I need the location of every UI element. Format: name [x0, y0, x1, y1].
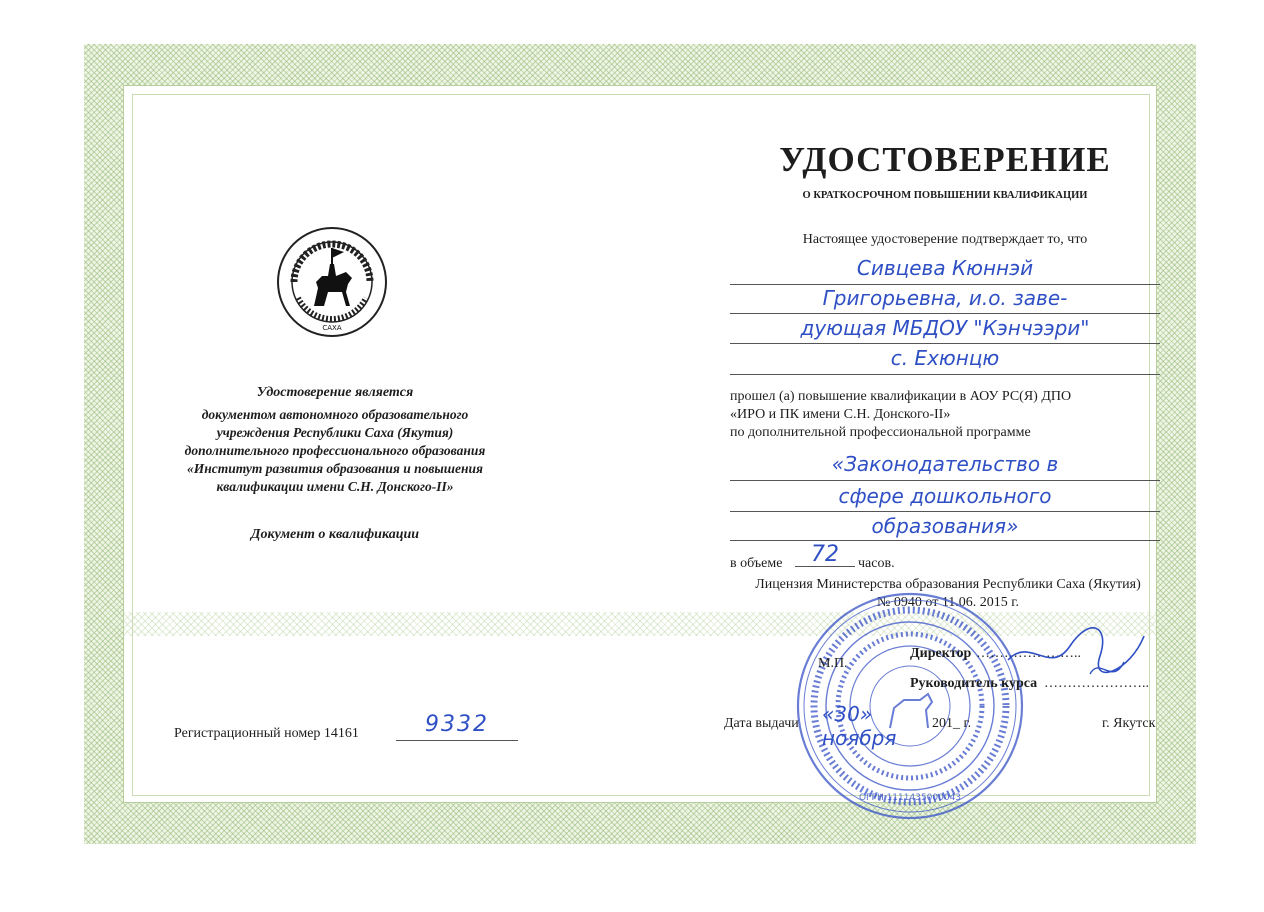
recipient-handwritten-line: дующая МБДОУ "Кэнчээри": [800, 316, 1090, 340]
issue-city: г. Якутск: [1102, 716, 1156, 731]
course-head-signature-dots: …………………..: [1044, 676, 1149, 691]
certificate-title: УДОСТОВЕРЕНИЕ: [779, 140, 1111, 179]
recipient-handwritten-line: Сивцева Кюннэй: [856, 256, 1034, 280]
svg-text:САХА: САХА: [322, 324, 342, 332]
license-line: № 0940 от 11.06. 2015 г.: [877, 595, 1019, 610]
issuer-statement: [140, 384, 530, 496]
issue-date-handwritten: «30» ноября: [822, 702, 897, 750]
program-handwritten-line: сфере дошкольного: [838, 484, 1052, 508]
course-head-label: Руководитель курса: [910, 676, 1038, 691]
director-signature-icon: [1000, 616, 1150, 686]
recipient-underline: [730, 374, 1160, 375]
completed-line: «ИРО и ПК имени С.Н. Донского-II»: [730, 407, 951, 422]
hours-label: в объеме: [730, 556, 783, 571]
seal-ogrn: ОГРН 1111435000043: [858, 793, 962, 803]
program-handwritten-line: «Законодательство в: [831, 452, 1059, 476]
issue-year-fragment: 201_ г.: [932, 716, 972, 731]
recipient-underline: [730, 343, 1160, 344]
registration-label: Регистрационный номер 14161: [174, 726, 359, 741]
license-line: Лицензия Министерства образования Республики Саха (Якутия): [755, 577, 1141, 592]
recipient-handwritten-line: с. Ехюнцю: [890, 346, 1000, 370]
recipient-handwritten-line: Григорьевна, и.о. заве-: [822, 286, 1068, 310]
yakutia-emblem-icon: [276, 226, 388, 338]
issuer-line: Удостоверение является: [256, 385, 414, 400]
program-handwritten-line: образования»: [871, 514, 1019, 538]
hours-handwritten: 72: [795, 542, 855, 567]
completed-line: прошел (а) повышение квалификации в АОУ РС(Я) ДПО: [730, 389, 1072, 404]
program-underline: [730, 480, 1160, 481]
registration-number-handwritten: 9332: [396, 712, 518, 741]
hours-unit: часов.: [858, 556, 895, 571]
issuer-line: документом автономного образовательного: [201, 407, 469, 422]
issuer-line: квалификации имени С.Н. Донского-II»: [216, 479, 454, 494]
issuer-line: учреждения Республики Саха (Якутия): [216, 425, 454, 440]
program-underline: [730, 540, 1160, 541]
issuer-line: дополнительного профессионального образования: [184, 443, 486, 458]
director-label: Директор: [910, 646, 972, 661]
confirms-text: Настоящее удостоверение подтверждает то, что: [802, 232, 1088, 247]
recipient-underline: [730, 284, 1160, 285]
issuer-line: «Институт развития образования и повышения: [186, 461, 483, 476]
completed-line: по дополнительной профессиональной программе: [730, 425, 1031, 440]
program-underline: [730, 511, 1160, 512]
issue-date-label: Дата выдачи: [724, 716, 799, 731]
completed-text: [730, 388, 1170, 442]
recipient-underline: [730, 313, 1160, 314]
stamp-place-label: М.П.: [818, 656, 848, 671]
certificate-subtitle: О КРАТКОСРОЧНОМ ПОВЫШЕНИИ КВАЛИФИКАЦИИ: [802, 190, 1088, 201]
director-signature-dots: …………………..: [976, 646, 1081, 661]
document-kind: Документ о квалификации: [250, 527, 420, 542]
